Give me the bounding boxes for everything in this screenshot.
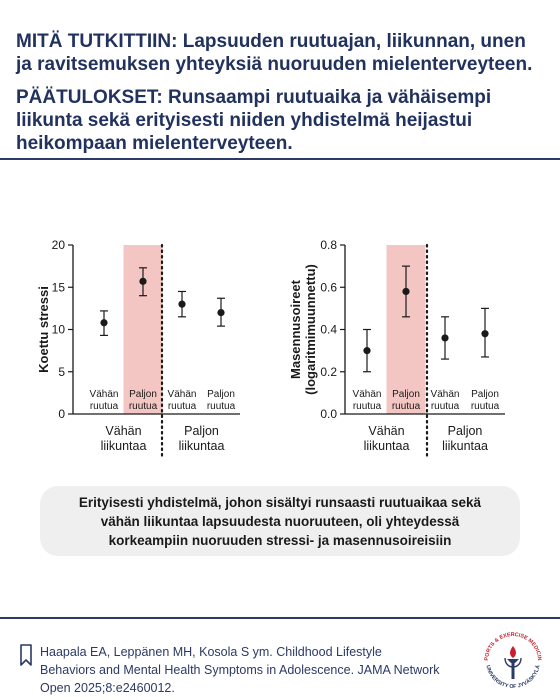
data-point bbox=[178, 301, 185, 308]
y-tick-label: 5 bbox=[58, 364, 65, 379]
key-finding-callout: Erityisesti yhdistelmä, johon sisältyi runsaasti ruutuaikaa sekä vähän liikuntaa lapsuudesta nuoruuteen, oli yhteydessä korkeampiin nuoruuden stressi- ja masennusoireisiin bbox=[40, 486, 520, 556]
data-point bbox=[481, 330, 488, 337]
category-label: ruutua bbox=[206, 401, 236, 412]
category-label: ruutua bbox=[391, 401, 421, 412]
y-axis-label-line: (logaritmimuunnettu) bbox=[303, 264, 318, 395]
data-point bbox=[139, 278, 146, 285]
university-seal bbox=[478, 626, 548, 696]
category-label: ruutua bbox=[89, 401, 119, 412]
stress-chart bbox=[36, 238, 240, 456]
group-label: liikuntaa bbox=[363, 439, 410, 453]
y-axis-label: Koettu stressi bbox=[36, 286, 51, 373]
y-tick-label: 10 bbox=[51, 322, 65, 337]
group-label: Vähän bbox=[105, 424, 142, 438]
data-point bbox=[100, 319, 107, 326]
y-tick-label: 0.8 bbox=[320, 238, 337, 252]
header-divider bbox=[0, 158, 560, 160]
y-tick-label: 0.4 bbox=[320, 322, 337, 337]
study-question: MITÄ TUTKITTIIN: Lapsuuden ruutuajan, liikunnan, unen ja ravitsemuksen yhteyksiä nuoruuden mielenterveyteen. bbox=[16, 31, 533, 75]
y-tick-label: 0 bbox=[58, 407, 65, 421]
torch-icon bbox=[505, 646, 521, 679]
category-label: ruutua bbox=[430, 401, 460, 412]
y-tick-label: 15 bbox=[51, 280, 65, 295]
category-label: Paljon bbox=[471, 389, 499, 400]
data-point bbox=[402, 288, 409, 295]
main-results: PÄÄTULOKSET: Runsaampi ruutuaika ja vähäisempi liikunta sekä erityisesti niiden yhdistelmä heijastui heikompaan mielenterveyteen. bbox=[16, 87, 492, 154]
category-label: Vähän bbox=[167, 389, 197, 400]
category-label: Vähän bbox=[352, 389, 382, 400]
y-axis-label-line: Masennusoireet bbox=[288, 280, 303, 379]
header bbox=[16, 30, 544, 165]
category-label: Vähän bbox=[89, 389, 119, 400]
bookmark-icon bbox=[20, 644, 32, 666]
category-label: Paljon bbox=[392, 389, 420, 400]
results-charts bbox=[0, 200, 560, 470]
category-label: ruutua bbox=[128, 401, 158, 412]
y-tick-label: 0.0 bbox=[320, 407, 337, 421]
group-label: liikuntaa bbox=[442, 439, 488, 453]
data-point bbox=[217, 309, 224, 316]
data-point bbox=[363, 347, 370, 354]
category-label: Paljon bbox=[129, 389, 157, 400]
y-tick-label: 0.2 bbox=[320, 364, 337, 379]
category-label: Vähän bbox=[430, 389, 460, 400]
group-label: Paljon bbox=[184, 424, 219, 438]
group-label: liikuntaa bbox=[178, 439, 225, 453]
citation: Haapala EA, Leppänen MH, Kosola S ym. Childhood Lifestyle Behaviors and Mental Health Symptoms in Adolescence. JAMA Network Open 2025;8:e2460012. bbox=[40, 645, 440, 695]
y-tick-label: 20 bbox=[51, 238, 65, 252]
group-label: Paljon bbox=[447, 424, 483, 438]
depression-chart bbox=[288, 238, 505, 456]
y-tick-label: 0.6 bbox=[320, 280, 337, 295]
category-label: ruutua bbox=[470, 401, 500, 412]
seal-text-bottom: UNIVERSITY OF JYVÄSKYLÄ bbox=[484, 664, 542, 691]
group-label: liikuntaa bbox=[100, 439, 147, 453]
seal-text-top: PORTS & EXERCISE MEDICIN bbox=[483, 631, 543, 661]
group-label: Vähän bbox=[368, 424, 405, 438]
category-label: Paljon bbox=[207, 389, 235, 400]
footer-divider bbox=[0, 617, 560, 619]
data-point bbox=[441, 334, 448, 341]
y-axis-label bbox=[288, 264, 318, 395]
category-label: ruutua bbox=[352, 401, 382, 412]
category-label: ruutua bbox=[167, 401, 197, 412]
